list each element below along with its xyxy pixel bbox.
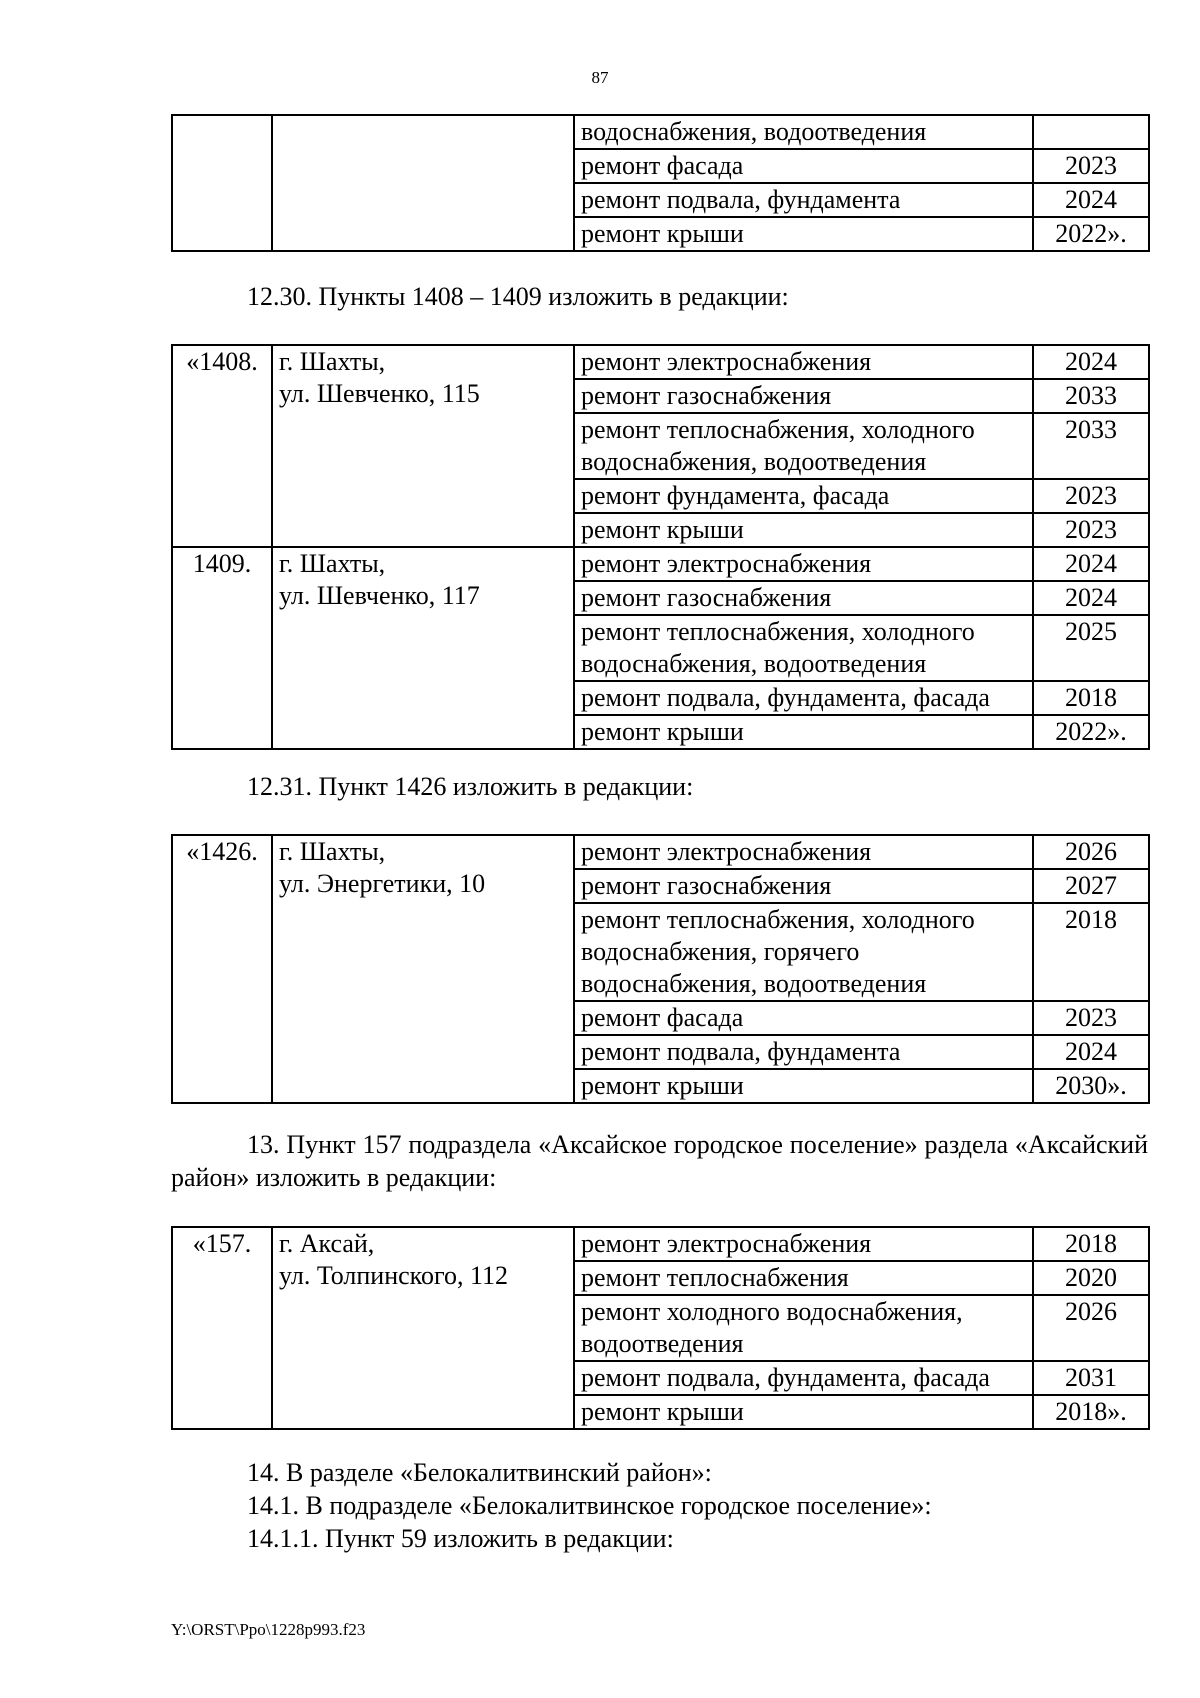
- item-number-cell: [172, 115, 272, 251]
- item-number-cell: «1426.: [172, 835, 272, 1103]
- address-cell: [272, 547, 574, 749]
- year-cell: 2031: [1033, 1361, 1149, 1395]
- paragraph-12-31: 12.31. Пункт 1426 изложить в редакции:: [247, 772, 694, 801]
- year-cell: 2024: [1033, 581, 1149, 615]
- address-city: г. Аксай,: [279, 1229, 375, 1258]
- work-cell: ремонт электроснабжения: [574, 835, 1033, 869]
- year-cell: 2018: [1033, 1227, 1149, 1261]
- year-cell: 2023: [1033, 149, 1149, 183]
- year-cell: 2023: [1033, 513, 1149, 547]
- year-cell: 2026: [1033, 835, 1149, 869]
- continuation-table: [171, 114, 1150, 252]
- year-cell: 2024: [1033, 345, 1149, 379]
- paragraph-14-1: 14.1. В подразделе «Белокалитвинское городское поселение»:: [247, 1491, 932, 1520]
- address-cell: [272, 345, 574, 547]
- year-cell: 2018: [1033, 681, 1149, 715]
- work-cell: ремонт подвала, фундамента, фасада: [574, 1361, 1033, 1395]
- address-cell: [272, 1227, 574, 1429]
- work-cell: ремонт теплоснабжения, холодного водоснабжения, горячего водоснабжения, водоотведения: [574, 903, 1033, 1001]
- address-city: г. Шахты,: [279, 549, 386, 578]
- work-cell: ремонт газоснабжения: [574, 869, 1033, 903]
- address-city: г. Шахты,: [279, 837, 386, 866]
- item-number-cell: 1409.: [172, 547, 272, 749]
- address-street: ул. Толпинского, 112: [279, 1261, 509, 1290]
- work-cell: водоснабжения, водоотведения: [574, 115, 1033, 149]
- work-cell: ремонт теплоснабжения: [574, 1261, 1033, 1295]
- paragraph-12-30: 12.30. Пункты 1408 – 1409 изложить в редакции:: [247, 282, 789, 311]
- address-cell: [272, 835, 574, 1103]
- year-cell: 2022».: [1033, 217, 1149, 251]
- work-cell: ремонт холодного водоснабжения, водоотведения: [574, 1295, 1033, 1361]
- work-cell: ремонт газоснабжения: [574, 379, 1033, 413]
- year-cell: 2022».: [1033, 715, 1149, 749]
- work-cell: ремонт теплоснабжения, холодного водоснабжения, водоотведения: [574, 413, 1033, 479]
- file-path-footer: Y:\ORST\Ppo\1228p993.f23: [171, 1620, 366, 1639]
- paragraph-14-1-1: 14.1.1. Пункт 59 изложить в редакции:: [247, 1524, 674, 1553]
- year-cell: 2024: [1033, 1035, 1149, 1069]
- table-row: [172, 1227, 1149, 1261]
- table-row: [172, 547, 1149, 581]
- year-cell: 2020: [1033, 1261, 1149, 1295]
- address-street: ул. Шевченко, 115: [279, 379, 480, 408]
- work-cell: ремонт крыши: [574, 715, 1033, 749]
- year-cell: 2030».: [1033, 1069, 1149, 1103]
- item-number-cell: «1408.: [172, 345, 272, 547]
- year-cell: 2018».: [1033, 1395, 1149, 1429]
- year-cell: 2023: [1033, 479, 1149, 513]
- address-street: ул. Энергетики, 10: [279, 869, 486, 898]
- work-cell: ремонт подвала, фундамента, фасада: [574, 681, 1033, 715]
- year-cell: [1033, 115, 1149, 149]
- work-cell: ремонт подвала, фундамента: [574, 183, 1033, 217]
- work-cell: ремонт фасада: [574, 1001, 1033, 1035]
- table-row: [172, 345, 1149, 379]
- table-row: [172, 115, 1149, 149]
- items-1408-1409-table: [171, 344, 1150, 750]
- work-cell: ремонт электроснабжения: [574, 547, 1033, 581]
- address-city: г. Шахты,: [279, 347, 386, 376]
- year-cell: 2027: [1033, 869, 1149, 903]
- item-number-cell: «157.: [172, 1227, 272, 1429]
- work-cell: ремонт электроснабжения: [574, 1227, 1033, 1261]
- address-street: ул. Шевченко, 117: [279, 581, 480, 610]
- item-157-table: [171, 1226, 1150, 1430]
- year-cell: 2033: [1033, 413, 1149, 479]
- work-cell: ремонт подвала, фундамента: [574, 1035, 1033, 1069]
- paragraph-13: 13. Пункт 157 подраздела «Аксайское городское поселение» раздела «Аксайский район» изложить в редакции:: [171, 1130, 1148, 1192]
- year-cell: 2024: [1033, 547, 1149, 581]
- work-cell: ремонт крыши: [574, 513, 1033, 547]
- year-cell: 2025: [1033, 615, 1149, 681]
- year-cell: 2024: [1033, 183, 1149, 217]
- work-cell: ремонт фундамента, фасада: [574, 479, 1033, 513]
- year-cell: 2023: [1033, 1001, 1149, 1035]
- work-cell: ремонт электроснабжения: [574, 345, 1033, 379]
- address-cell: [272, 115, 574, 251]
- work-cell: ремонт крыши: [574, 1395, 1033, 1429]
- year-cell: 2018: [1033, 903, 1149, 1001]
- work-cell: ремонт крыши: [574, 1069, 1033, 1103]
- work-cell: ремонт фасада: [574, 149, 1033, 183]
- work-cell: ремонт теплоснабжения, холодного водоснабжения, водоотведения: [574, 615, 1033, 681]
- year-cell: 2026: [1033, 1295, 1149, 1361]
- page-number: 87: [591, 68, 609, 87]
- year-cell: 2033: [1033, 379, 1149, 413]
- item-1426-table: [171, 834, 1150, 1104]
- work-cell: ремонт крыши: [574, 217, 1033, 251]
- table-row: [172, 835, 1149, 869]
- work-cell: ремонт газоснабжения: [574, 581, 1033, 615]
- paragraph-14: 14. В разделе «Белокалитвинский район»:: [247, 1458, 712, 1487]
